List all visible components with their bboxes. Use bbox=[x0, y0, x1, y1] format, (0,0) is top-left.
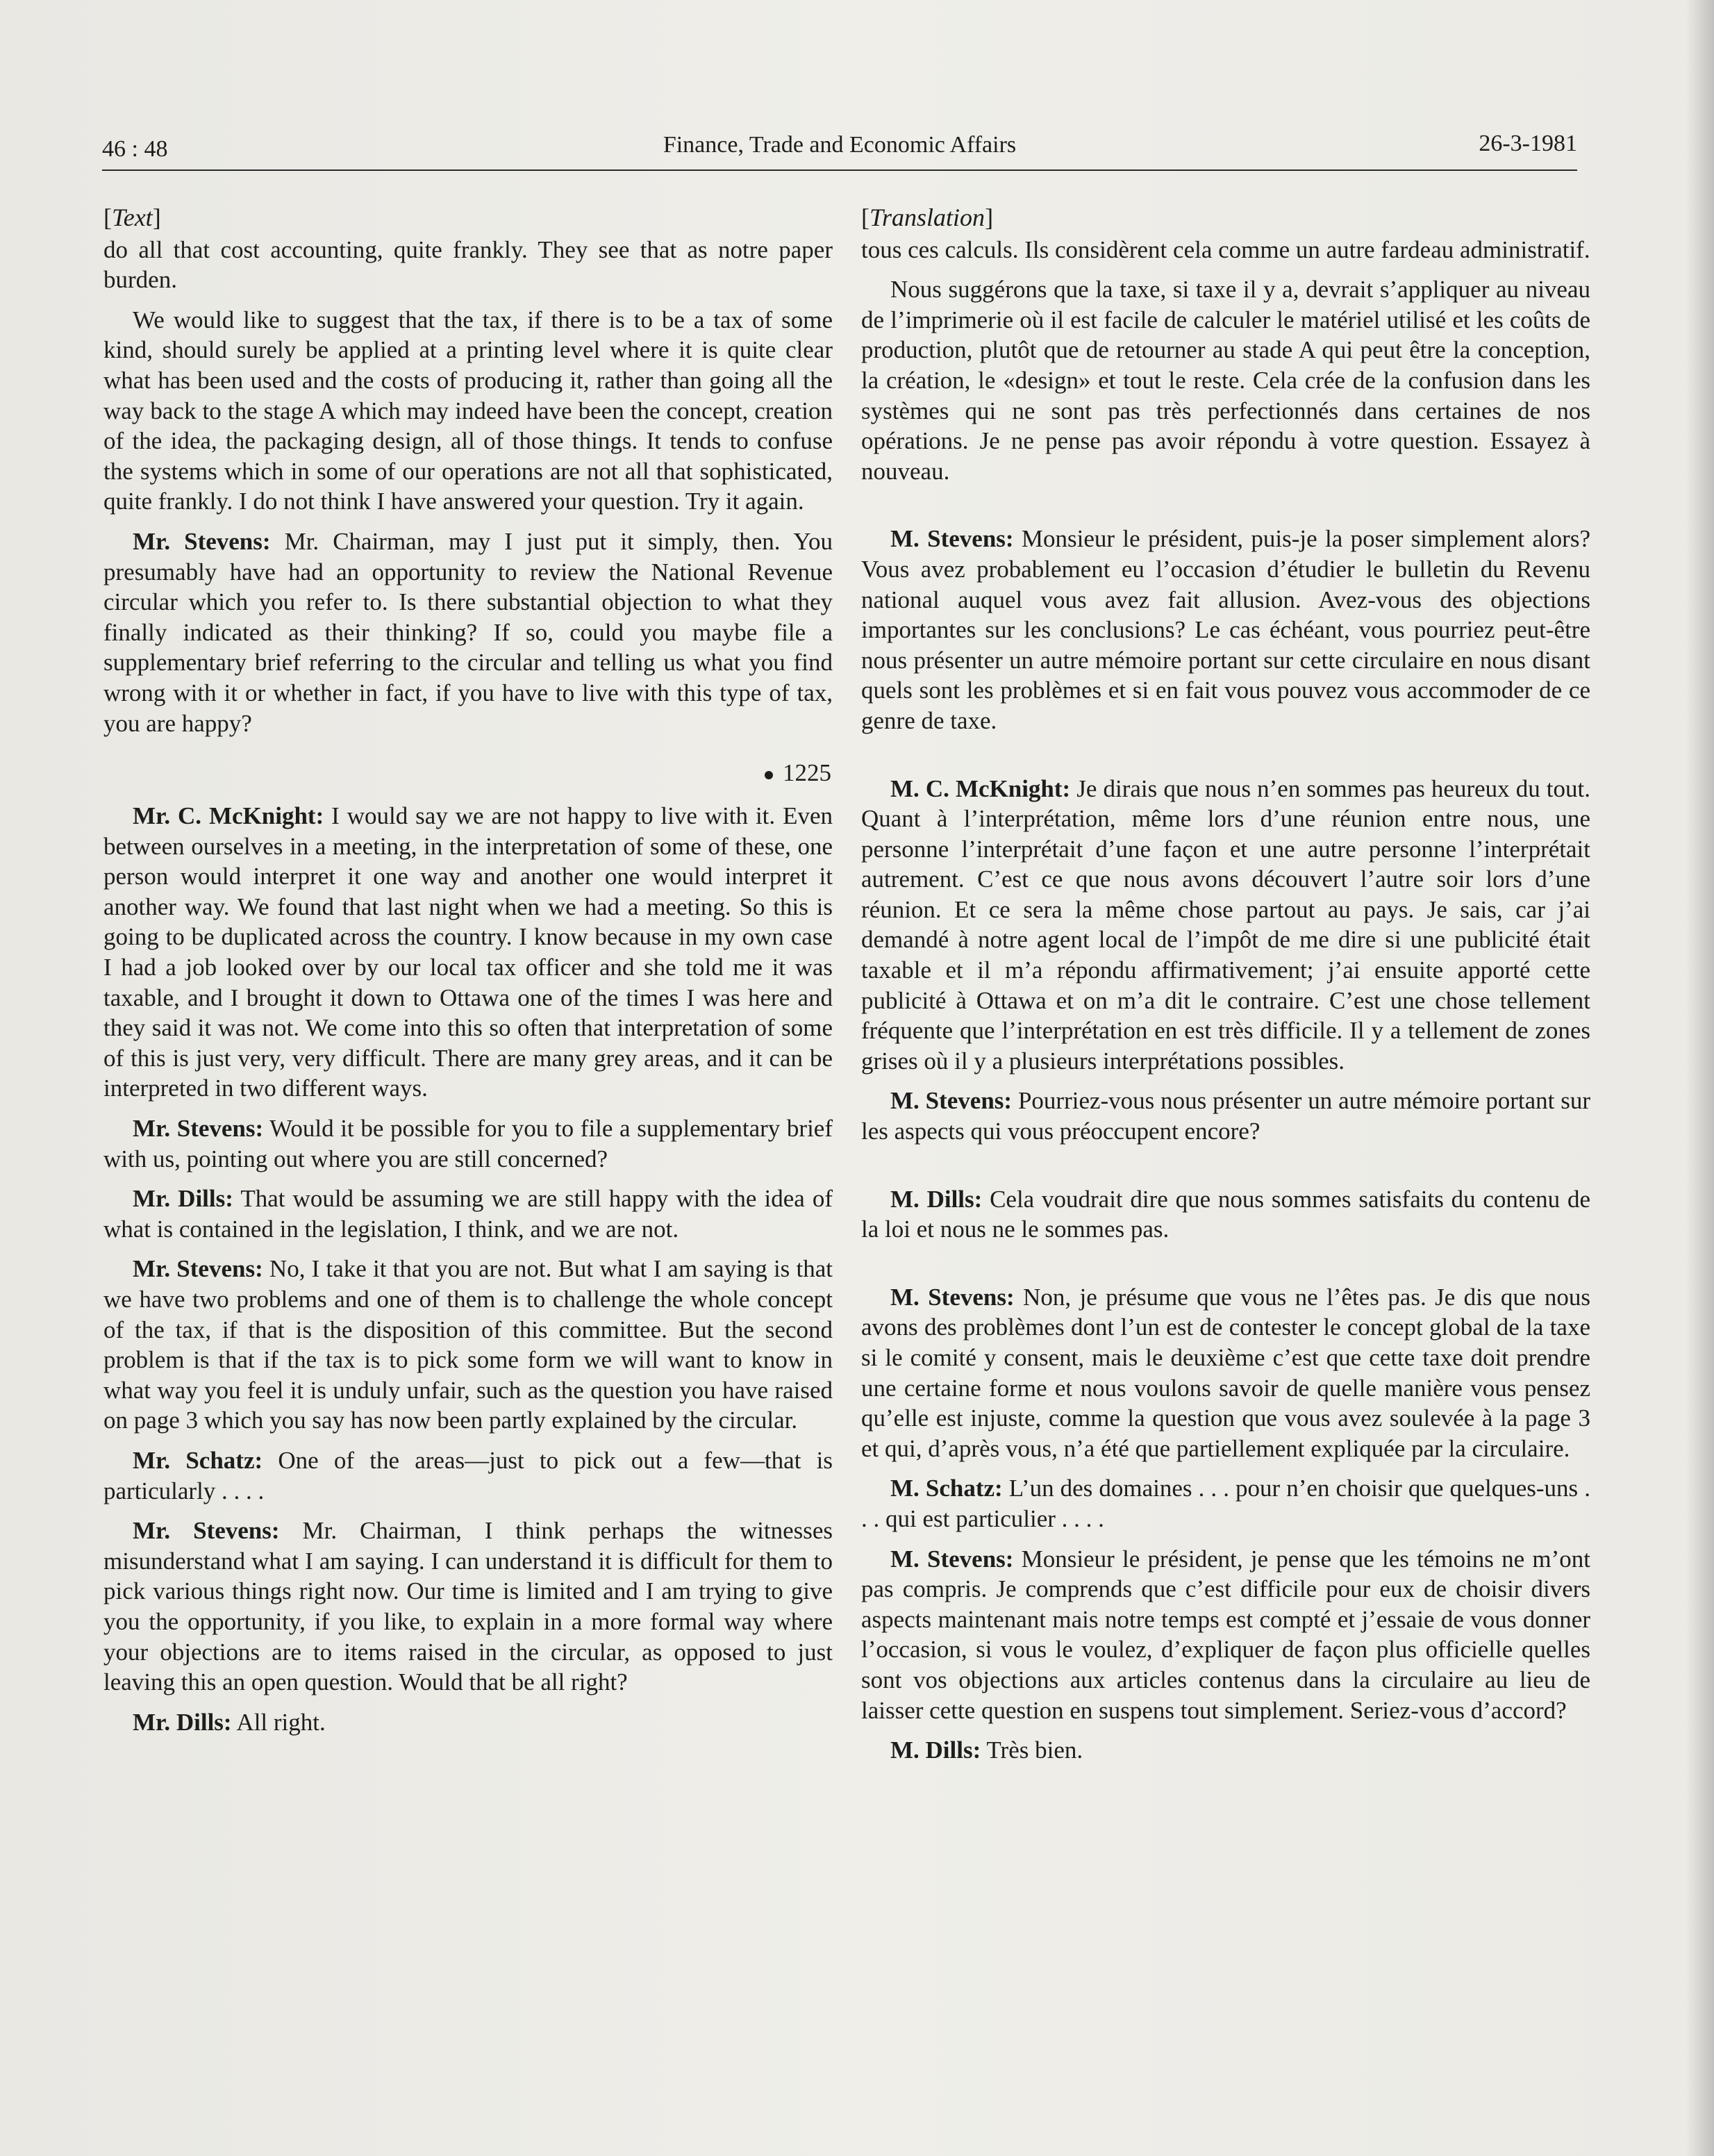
continued-paragraph: tous ces calculs. Ils considèrent cela comme un autre fardeau administratif. bbox=[861, 235, 1590, 263]
speech-text: Monsieur le président, je pense que les témoins ne m’ont pas compris. Je comprends que c’est difficile pour eux de choisir divers aspects maintenant mais notre temps est compté et j’essaie de vous donner l’occasion, si vous le voulez, d’expliquer de façon plus officielle quelles sont vos objections aux articles contenus dans la circulaire au lieu de laisser cette question en suspens tout simplement. Seriez-vous d’accord? bbox=[861, 1545, 1590, 1724]
header-date: 26-3-1981 bbox=[1479, 131, 1577, 156]
page-edge-shadow bbox=[1686, 0, 1714, 2156]
speaker: Mr. Stevens: bbox=[133, 1115, 264, 1143]
speaker: M. Stevens: bbox=[890, 525, 1014, 553]
page-number: 46 : 48 bbox=[102, 136, 168, 162]
speaker: Mr. Dills: bbox=[133, 1185, 233, 1213]
speech bbox=[861, 1735, 1590, 1766]
speech bbox=[103, 1254, 833, 1436]
header-rule bbox=[102, 169, 1577, 171]
speaker: Mr. Schatz: bbox=[133, 1446, 263, 1474]
speaker: Mr. Dills: bbox=[133, 1708, 232, 1736]
speech bbox=[861, 774, 1590, 1077]
speech-text: L’un des domaines . . . pour n’en choisir que quelques-uns . . . qui est particulier . . . . bbox=[861, 1475, 1590, 1532]
speaker: M. Dills: bbox=[890, 1185, 983, 1213]
time-marker: 1225 bbox=[103, 752, 833, 791]
speech-text: No, I take it that you are not. But what I am saying is that we have two problems and one of them is to challenge the whole concept of the tax, if that is the disposition of this committee. But the second problem is that if the tax is to pick some form we will want to know in what way you feel it is unduly unfair, such as the question you have raised on page 3 which you say has now been partly explained by the circular. bbox=[103, 1255, 833, 1434]
speaker: M. Stevens: bbox=[890, 1283, 1015, 1311]
speaker: Mr. Stevens: bbox=[133, 527, 271, 555]
speaker: M. Stevens: bbox=[890, 1087, 1013, 1115]
speech bbox=[861, 1544, 1590, 1726]
speech-text: I would say we are not happy to live with it. Even between ourselves in a meeting, in the interpretation of some of these, one person would interpret it one way and another one would interpret it another way. We found that last night when we had a meeting. So this is going to be duplicated across the country. I know because in my own case I had a job looked over by our local tax officer and she told me it was taxable, and I brought it down to Ottawa one of the times I was here and they said it was not. We come into this so often that interpretation of some of this is just very, very difficult. There are many grey areas, and it can be interpreted in two different ways. bbox=[103, 802, 833, 1102]
speech-text: Would it be possible for you to file a supplementary brief with us, pointing out where you are still concerned? bbox=[103, 1115, 833, 1172]
french-column bbox=[861, 203, 1590, 1766]
paragraph: Nous suggérons que la taxe, si taxe il y a, devrait s’appliquer au niveau de l’imprimerie où il est facile de calculer le matériel utilisé et les coûts de production, plutôt que de retourner au stade A qui peut être la conception, la création, le «design» et tout le reste. Cela crée de la confusion dans les systèmes qui ne sont pas très perfectionnés dans certaines de nos opérations. Je ne pense pas avoir répondu à votre question. Essayez à nouveau. bbox=[861, 276, 1590, 485]
column-label: [Text] bbox=[103, 204, 161, 231]
speech bbox=[861, 1473, 1590, 1534]
speech bbox=[103, 526, 833, 738]
speaker: Mr. Stevens: bbox=[133, 1255, 263, 1283]
column-label: [Translation] bbox=[861, 204, 994, 231]
running-header bbox=[102, 131, 1577, 167]
continued-paragraph: do all that cost accounting, quite frankly. They see that as notre paper burden. bbox=[103, 235, 833, 294]
speech bbox=[103, 1445, 833, 1506]
speech bbox=[861, 524, 1590, 736]
speaker: M. Schatz: bbox=[890, 1475, 1003, 1502]
speech bbox=[103, 1707, 833, 1738]
speech-text: Monsieur le président, puis-je la poser simplement alors? Vous avez probablement eu l’occasion d’étudier le bulletin du Revenu national auquel vous avez fait allusion. Avez-vous des objections importantes sur les conclusions? Le cas échéant, vous pourriez peut-être nous présenter un autre mémoire portant sur cette circulaire en nous disant quels sont les problèmes et si en fait vous pouvez vous accommoder de ce genre de taxe. bbox=[861, 525, 1590, 734]
speaker: Mr. C. McKnight: bbox=[133, 802, 324, 830]
speech bbox=[103, 1113, 833, 1174]
speech bbox=[861, 1282, 1590, 1464]
speech-text: All right. bbox=[231, 1708, 326, 1736]
speaker: Mr. Stevens: bbox=[133, 1517, 280, 1545]
speech-text: Non, je présume que vous ne l’êtes pas. Je dis que nous avons des problèmes dont l’un est de contester le concept global de la taxe si le comité y consent, mais le deuxième c’est que cette taxe doit prendre une certaine forme et nous voulons savoir de quelle manière vous pensez qu’elle est injuste, comme la question que vous avez soulevée à la page 3 et qui, d’après vous, n’a été que partiellement expliquée par la circulaire. bbox=[861, 1283, 1591, 1462]
speaker: M. Dills: bbox=[890, 1736, 981, 1764]
speech-text: Pourriez-vous nous présenter un autre mémoire portant sur les aspects qui vous préoccupent encore? bbox=[861, 1087, 1590, 1145]
speaker: M. C. McKnight: bbox=[890, 774, 1071, 802]
speech-text: Mr. Chairman, may I just put it simply, then. You presumably have had an opportunity to review the National Revenue circular which you refer to. Is there substantial objection to what they finally indicated as their thinking? If so, could you maybe file a supplementary brief referring to the circular and telling us what you find wrong with it or whether in fact, if you have to live with this type of tax, you are happy? bbox=[103, 527, 833, 737]
english-column bbox=[103, 203, 833, 1737]
speech bbox=[103, 1184, 833, 1244]
header-title: Finance, Trade and Economic Affairs bbox=[663, 132, 1017, 158]
speech-text: That would be assuming we are still happy with the idea of what is contained in the legislation, I think, and we are not. bbox=[103, 1185, 833, 1243]
speech bbox=[103, 801, 833, 1104]
speech-text: Très bien. bbox=[981, 1736, 1083, 1764]
speech bbox=[861, 1086, 1590, 1146]
speech-text: Mr. Chairman, I think perhaps the witnesses misunderstand what I am saying. I can understand it is difficult for them to pick various things right now. Our time is limited and I am trying to give you the opportunity, if you like, to explain in a more formal way where your objections are to items raised in the circular, as opposed to just leaving this an open question. Would that be all right? bbox=[103, 1517, 833, 1696]
speech-text: Cela voudrait dire que nous sommes satisfaits du contenu de la loi et nous ne le sommes pas. bbox=[861, 1185, 1590, 1243]
bullet-icon bbox=[765, 771, 773, 779]
paragraph: We would like to suggest that the tax, if there is to be a tax of some kind, should surely be applied at a printing level where it is quite clear what has been used and the costs of producing it, rather than going all the way back to the stage A which may indeed have been the concept, creation of the idea, the packaging design, all of those things. It tends to confuse the systems which in some of our operations are not all that sophisticated, quite frankly. I do not think I have answered your question. Try it again. bbox=[103, 306, 833, 515]
speech-text: Je dirais que nous n’en sommes pas heureux du tout. Quant à l’interprétation, même lors d’une réunion entre nous, une personne l’interprétait d’une façon et une autre personne l’interprétait autrement. C’est ce que nous avons découvert l’autre soir lors d’une réunion. Et ce sera la même chose partout au pays. Je sais, car j’ai demandé à notre agent local de l’impôt de me dire si une publicité était taxable et il m’a répondu affirmativement; j’ai ensuite apporté cette publicité à Ottawa et on m’a dit le contraire. C’est une chose tellement fréquente que l’interprétation en est très difficile. Il y a tellement de zones grises où il y a plusieurs interprétations possibles. bbox=[861, 774, 1590, 1075]
speech bbox=[861, 1184, 1590, 1245]
speech-text: One of the areas—just to pick out a few—that is particularly . . . . bbox=[103, 1446, 833, 1504]
speaker: M. Stevens: bbox=[890, 1545, 1014, 1573]
speech bbox=[103, 1516, 833, 1698]
